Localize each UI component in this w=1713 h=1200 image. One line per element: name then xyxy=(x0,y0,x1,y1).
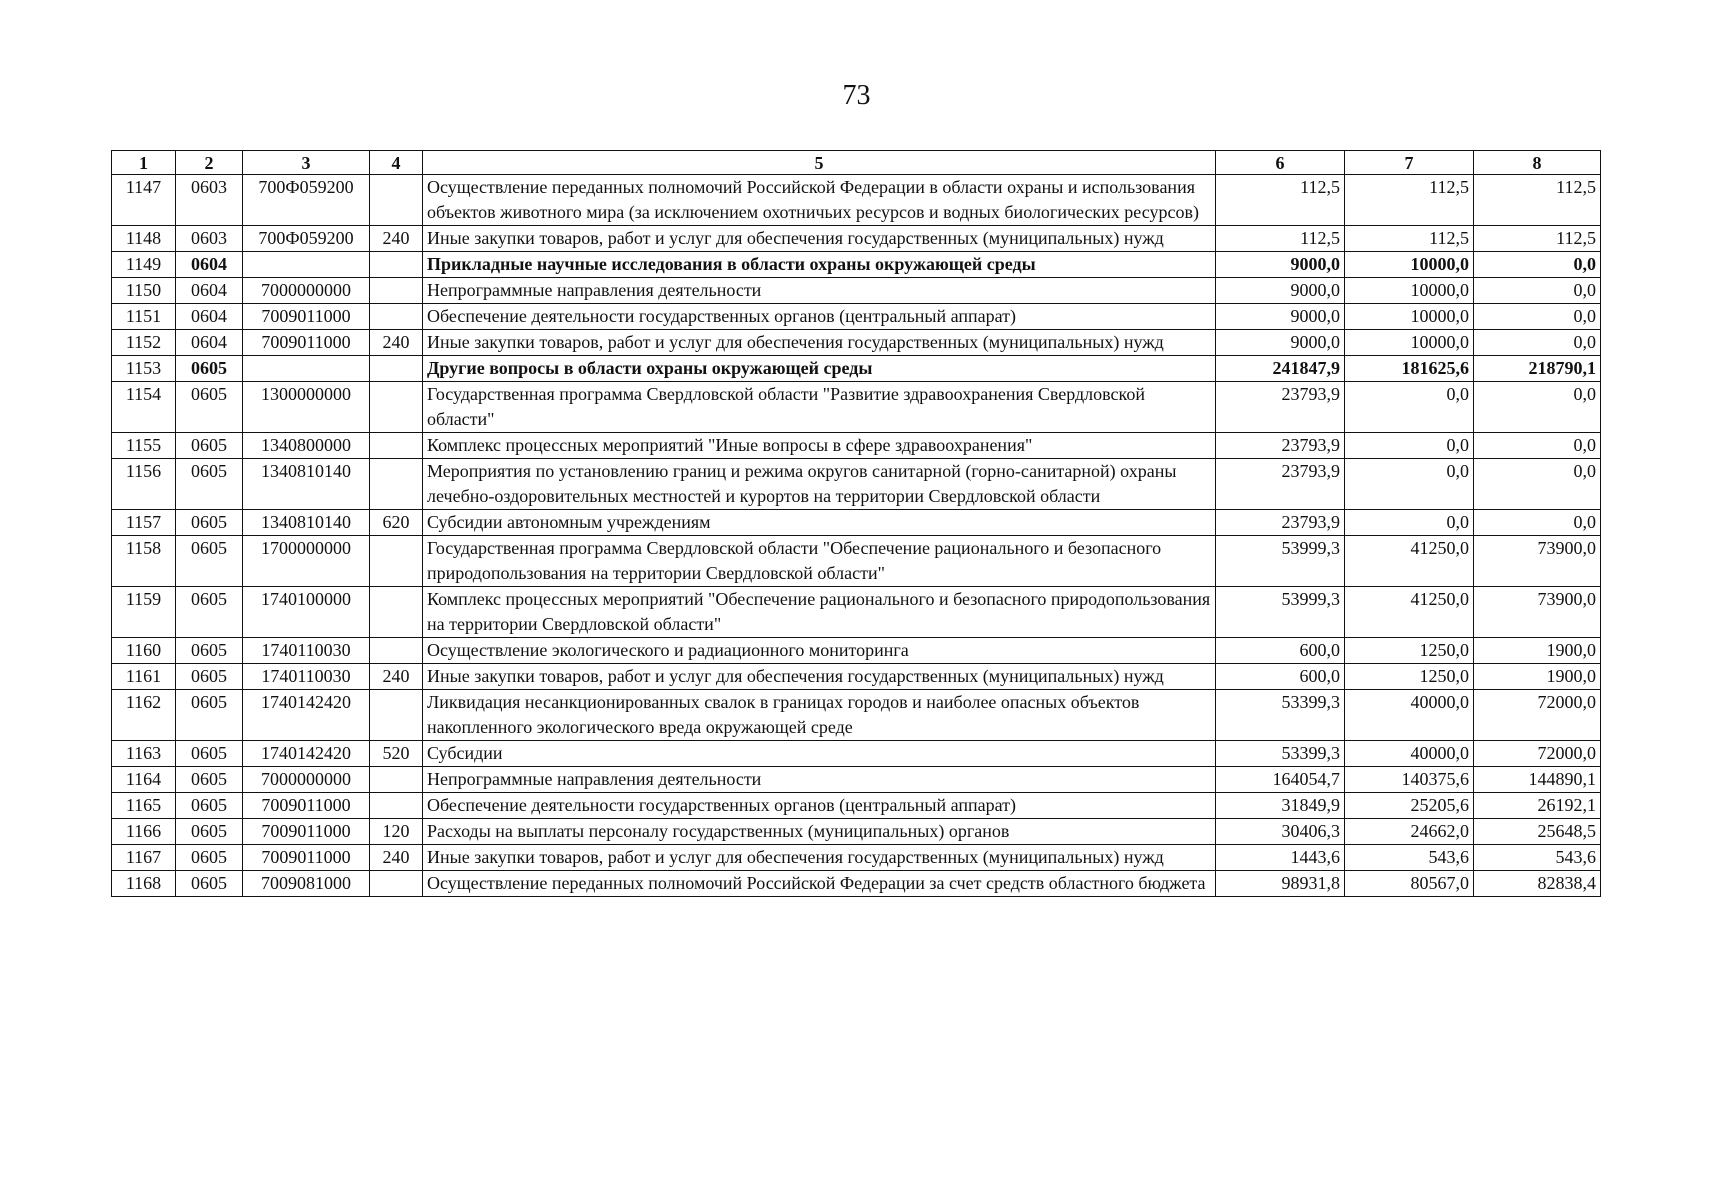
value-col-7: 41250,0 xyxy=(1345,587,1474,638)
description: Государственная программа Свердловской области "Развитие здравоохранения Свердловской области" xyxy=(423,382,1216,433)
table-row xyxy=(112,690,1601,741)
section-code: 0605 xyxy=(176,664,243,690)
section-code: 0605 xyxy=(176,638,243,664)
header-col-8: 8 xyxy=(1474,151,1601,175)
value-col-6: 30406,3 xyxy=(1216,819,1345,845)
target-code: 1700000000 xyxy=(243,536,370,587)
page-number: 73 xyxy=(842,80,871,111)
value-col-7: 543,6 xyxy=(1345,845,1474,871)
expense-type: 520 xyxy=(370,741,423,767)
row-number: 1156 xyxy=(112,459,176,510)
description: Обеспечение деятельности государственных органов (центральный аппарат) xyxy=(423,304,1216,330)
row-number: 1164 xyxy=(112,767,176,793)
value-col-6: 9000,0 xyxy=(1216,304,1345,330)
value-col-8: 26192,1 xyxy=(1474,793,1601,819)
table-row xyxy=(112,536,1601,587)
value-col-8: 0,0 xyxy=(1474,304,1601,330)
table-row xyxy=(112,278,1601,304)
header-col-1: 1 xyxy=(112,151,176,175)
row-number: 1166 xyxy=(112,819,176,845)
table-row xyxy=(112,819,1601,845)
header-col-3: 3 xyxy=(243,151,370,175)
value-col-6: 600,0 xyxy=(1216,638,1345,664)
header-col-6: 6 xyxy=(1216,151,1345,175)
row-number: 1159 xyxy=(112,587,176,638)
expense-type xyxy=(370,433,423,459)
value-col-8: 144890,1 xyxy=(1474,767,1601,793)
row-number: 1162 xyxy=(112,690,176,741)
value-col-8: 73900,0 xyxy=(1474,536,1601,587)
target-code: 1340800000 xyxy=(243,433,370,459)
value-col-6: 31849,9 xyxy=(1216,793,1345,819)
description: Непрограммные направления деятельности xyxy=(423,767,1216,793)
description: Непрограммные направления деятельности xyxy=(423,278,1216,304)
row-number: 1148 xyxy=(112,226,176,252)
description: Государственная программа Свердловской области "Обеспечение рационального и безопасного природопользования на территории Свердловской области" xyxy=(423,536,1216,587)
target-code xyxy=(243,356,370,382)
section-code: 0605 xyxy=(176,382,243,433)
value-col-6: 164054,7 xyxy=(1216,767,1345,793)
target-code: 1740142420 xyxy=(243,690,370,741)
value-col-7: 0,0 xyxy=(1345,433,1474,459)
value-col-8: 25648,5 xyxy=(1474,819,1601,845)
value-col-7: 40000,0 xyxy=(1345,690,1474,741)
description: Комплекс процессных мероприятий "Обеспечение рационального и безопасного природопользования на территории Свердловской области" xyxy=(423,587,1216,638)
value-col-6: 9000,0 xyxy=(1216,252,1345,278)
table-row xyxy=(112,767,1601,793)
expense-type xyxy=(370,793,423,819)
target-code: 7000000000 xyxy=(243,278,370,304)
description: Иные закупки товаров, работ и услуг для обеспечения государственных (муниципальных) нужд xyxy=(423,330,1216,356)
target-code: 1340810140 xyxy=(243,459,370,510)
row-number: 1155 xyxy=(112,433,176,459)
table-row xyxy=(112,664,1601,690)
target-code: 7009011000 xyxy=(243,819,370,845)
value-col-6: 23793,9 xyxy=(1216,459,1345,510)
table-row xyxy=(112,226,1601,252)
value-col-6: 9000,0 xyxy=(1216,278,1345,304)
row-number: 1157 xyxy=(112,510,176,536)
section-code: 0603 xyxy=(176,226,243,252)
row-number: 1153 xyxy=(112,356,176,382)
description: Ликвидация несанкционированных свалок в границах городов и наиболее опасных объектов накопленного экологического вреда окружающей среде xyxy=(423,690,1216,741)
row-number: 1165 xyxy=(112,793,176,819)
description: Мероприятия по установлению границ и режима округов санитарной (горно-санитарной) охраны лечебно-оздоровительных местностей и курортов на территории Свердловской области xyxy=(423,459,1216,510)
section-code: 0605 xyxy=(176,690,243,741)
expense-type xyxy=(370,356,423,382)
value-col-8: 543,6 xyxy=(1474,845,1601,871)
target-code xyxy=(243,252,370,278)
value-col-7: 10000,0 xyxy=(1345,252,1474,278)
section-code: 0605 xyxy=(176,433,243,459)
table-row xyxy=(112,793,1601,819)
value-col-6: 241847,9 xyxy=(1216,356,1345,382)
target-code: 1740142420 xyxy=(243,741,370,767)
description: Иные закупки товаров, работ и услуг для обеспечения государственных (муниципальных) нужд xyxy=(423,845,1216,871)
row-number: 1152 xyxy=(112,330,176,356)
expense-type: 240 xyxy=(370,330,423,356)
section-code: 0603 xyxy=(176,175,243,226)
value-col-6: 53999,3 xyxy=(1216,587,1345,638)
row-number: 1158 xyxy=(112,536,176,587)
expense-type xyxy=(370,638,423,664)
section-code: 0605 xyxy=(176,793,243,819)
value-col-8: 0,0 xyxy=(1474,433,1601,459)
expense-type xyxy=(370,175,423,226)
expense-type: 240 xyxy=(370,226,423,252)
header-col-5: 5 xyxy=(423,151,1216,175)
target-code: 7009081000 xyxy=(243,871,370,897)
value-col-8: 82838,4 xyxy=(1474,871,1601,897)
row-number: 1151 xyxy=(112,304,176,330)
expense-type xyxy=(370,304,423,330)
value-col-7: 0,0 xyxy=(1345,510,1474,536)
table-row xyxy=(112,638,1601,664)
expense-type xyxy=(370,767,423,793)
value-col-8: 72000,0 xyxy=(1474,741,1601,767)
target-code: 1300000000 xyxy=(243,382,370,433)
expense-type xyxy=(370,536,423,587)
row-number: 1168 xyxy=(112,871,176,897)
value-col-8: 0,0 xyxy=(1474,330,1601,356)
table-row xyxy=(112,175,1601,226)
value-col-8: 1900,0 xyxy=(1474,638,1601,664)
table-row xyxy=(112,459,1601,510)
value-col-6: 53399,3 xyxy=(1216,690,1345,741)
value-col-8: 0,0 xyxy=(1474,252,1601,278)
expense-type xyxy=(370,278,423,304)
table-row xyxy=(112,433,1601,459)
table-row xyxy=(112,252,1601,278)
value-col-7: 41250,0 xyxy=(1345,536,1474,587)
header-col-4: 4 xyxy=(370,151,423,175)
value-col-7: 112,5 xyxy=(1345,226,1474,252)
target-code: 1740100000 xyxy=(243,587,370,638)
value-col-7: 112,5 xyxy=(1345,175,1474,226)
table-row xyxy=(112,382,1601,433)
description: Другие вопросы в области охраны окружающей среды xyxy=(423,356,1216,382)
value-col-7: 24662,0 xyxy=(1345,819,1474,845)
value-col-8: 0,0 xyxy=(1474,382,1601,433)
section-code: 0605 xyxy=(176,356,243,382)
section-code: 0605 xyxy=(176,741,243,767)
header-row xyxy=(112,151,1601,175)
description: Иные закупки товаров, работ и услуг для обеспечения государственных (муниципальных) нужд xyxy=(423,226,1216,252)
expense-type xyxy=(370,382,423,433)
target-code: 7009011000 xyxy=(243,304,370,330)
target-code: 7000000000 xyxy=(243,767,370,793)
value-col-8: 0,0 xyxy=(1474,510,1601,536)
section-code: 0605 xyxy=(176,459,243,510)
expense-type: 240 xyxy=(370,845,423,871)
row-number: 1160 xyxy=(112,638,176,664)
value-col-7: 10000,0 xyxy=(1345,330,1474,356)
target-code: 1740110030 xyxy=(243,664,370,690)
description: Комплекс процессных мероприятий "Иные вопросы в сфере здравоохранения" xyxy=(423,433,1216,459)
row-number: 1147 xyxy=(112,175,176,226)
value-col-7: 25205,6 xyxy=(1345,793,1474,819)
section-code: 0604 xyxy=(176,278,243,304)
description: Осуществление экологического и радиационного мониторинга xyxy=(423,638,1216,664)
description: Осуществление переданных полномочий Российской Федерации за счет средств областного бюджета xyxy=(423,871,1216,897)
header-col-2: 2 xyxy=(176,151,243,175)
target-code: 1740110030 xyxy=(243,638,370,664)
value-col-6: 23793,9 xyxy=(1216,382,1345,433)
table-row xyxy=(112,871,1601,897)
target-code: 1340810140 xyxy=(243,510,370,536)
table-row xyxy=(112,304,1601,330)
value-col-8: 112,5 xyxy=(1474,175,1601,226)
value-col-7: 1250,0 xyxy=(1345,638,1474,664)
value-col-7: 10000,0 xyxy=(1345,304,1474,330)
table-row xyxy=(112,356,1601,382)
target-code: 7009011000 xyxy=(243,845,370,871)
value-col-8: 112,5 xyxy=(1474,226,1601,252)
section-code: 0605 xyxy=(176,767,243,793)
expense-type xyxy=(370,252,423,278)
expense-type xyxy=(370,871,423,897)
value-col-6: 112,5 xyxy=(1216,175,1345,226)
value-col-7: 1250,0 xyxy=(1345,664,1474,690)
expense-type xyxy=(370,587,423,638)
section-code: 0605 xyxy=(176,536,243,587)
value-col-6: 112,5 xyxy=(1216,226,1345,252)
value-col-6: 53399,3 xyxy=(1216,741,1345,767)
target-code: 700Ф059200 xyxy=(243,226,370,252)
value-col-6: 23793,9 xyxy=(1216,433,1345,459)
row-number: 1163 xyxy=(112,741,176,767)
table-row xyxy=(112,587,1601,638)
value-col-6: 600,0 xyxy=(1216,664,1345,690)
description: Расходы на выплаты персоналу государственных (муниципальных) органов xyxy=(423,819,1216,845)
value-col-7: 0,0 xyxy=(1345,459,1474,510)
value-col-6: 23793,9 xyxy=(1216,510,1345,536)
table-row xyxy=(112,845,1601,871)
value-col-8: 0,0 xyxy=(1474,278,1601,304)
expense-type xyxy=(370,690,423,741)
section-code: 0605 xyxy=(176,845,243,871)
section-code: 0605 xyxy=(176,871,243,897)
value-col-8: 72000,0 xyxy=(1474,690,1601,741)
header-col-7: 7 xyxy=(1345,151,1474,175)
value-col-6: 1443,6 xyxy=(1216,845,1345,871)
value-col-6: 53999,3 xyxy=(1216,536,1345,587)
value-col-7: 10000,0 xyxy=(1345,278,1474,304)
table-row xyxy=(112,510,1601,536)
target-code: 7009011000 xyxy=(243,330,370,356)
section-code: 0605 xyxy=(176,819,243,845)
description: Субсидии автономным учреждениям xyxy=(423,510,1216,536)
section-code: 0604 xyxy=(176,252,243,278)
description: Осуществление переданных полномочий Российской Федерации в области охраны и использования объектов животного мира (за исключением охотничьих ресурсов и водных биологических ресурсов) xyxy=(423,175,1216,226)
value-col-7: 0,0 xyxy=(1345,382,1474,433)
value-col-8: 0,0 xyxy=(1474,459,1601,510)
row-number: 1149 xyxy=(112,252,176,278)
value-col-7: 140375,6 xyxy=(1345,767,1474,793)
description: Иные закупки товаров, работ и услуг для обеспечения государственных (муниципальных) нужд xyxy=(423,664,1216,690)
row-number: 1161 xyxy=(112,664,176,690)
value-col-8: 218790,1 xyxy=(1474,356,1601,382)
value-col-8: 1900,0 xyxy=(1474,664,1601,690)
value-col-8: 73900,0 xyxy=(1474,587,1601,638)
value-col-7: 40000,0 xyxy=(1345,741,1474,767)
section-code: 0605 xyxy=(176,587,243,638)
expense-type xyxy=(370,459,423,510)
row-number: 1150 xyxy=(112,278,176,304)
value-col-7: 80567,0 xyxy=(1345,871,1474,897)
expense-type: 620 xyxy=(370,510,423,536)
description: Прикладные научные исследования в области охраны окружающей среды xyxy=(423,252,1216,278)
expense-type: 120 xyxy=(370,819,423,845)
value-col-6: 9000,0 xyxy=(1216,330,1345,356)
description: Обеспечение деятельности государственных органов (центральный аппарат) xyxy=(423,793,1216,819)
row-number: 1154 xyxy=(112,382,176,433)
table-row xyxy=(112,330,1601,356)
section-code: 0604 xyxy=(176,330,243,356)
target-code: 700Ф059200 xyxy=(243,175,370,226)
row-number: 1167 xyxy=(112,845,176,871)
value-col-7: 181625,6 xyxy=(1345,356,1474,382)
section-code: 0605 xyxy=(176,510,243,536)
description: Субсидии xyxy=(423,741,1216,767)
table-row xyxy=(112,741,1601,767)
section-code: 0604 xyxy=(176,304,243,330)
budget-table xyxy=(111,150,1601,897)
target-code: 7009011000 xyxy=(243,793,370,819)
expense-type: 240 xyxy=(370,664,423,690)
value-col-6: 98931,8 xyxy=(1216,871,1345,897)
